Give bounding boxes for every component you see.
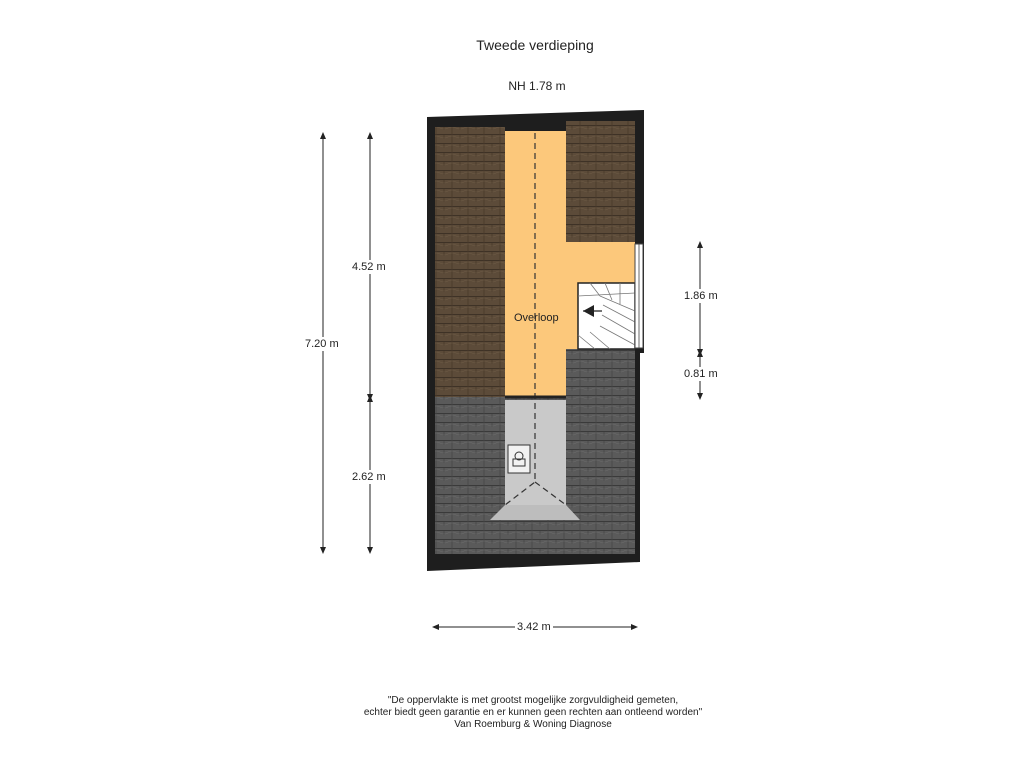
label-total-depth: 7.20 m [305,338,339,350]
roof-brown-right [566,121,635,242]
label-width: 3.42 m [517,621,551,633]
staircase [578,283,635,349]
room-label-overloop: Overloop [514,312,559,324]
disclaimer-line-3: Van Roemburg & Woning Diagnose [454,719,612,730]
label-stair-offset: 0.81 m [684,368,718,380]
roof-brown-left [435,127,505,397]
disclaimer-line-2: echter biedt geen garantie en er kunnen geen rechten aan ontleend worden" [363,707,703,718]
label-stair-depth: 1.86 m [684,290,718,302]
label-lower-depth: 2.62 m [352,471,386,483]
plan-title: Tweede verdieping [476,37,594,53]
boiler-icon [508,445,530,473]
label-upper-depth: 4.52 m [352,261,386,273]
disclaimer [0,695,1024,731]
attic-floor-edge [490,505,580,520]
disclaimer-line-1: "De oppervlakte is met grootst mogelijke zorgvuldigheid gemeten, [387,695,679,706]
ceiling-height-label: NH 1.78 m [508,79,566,93]
roof-grey-stair [566,349,635,397]
